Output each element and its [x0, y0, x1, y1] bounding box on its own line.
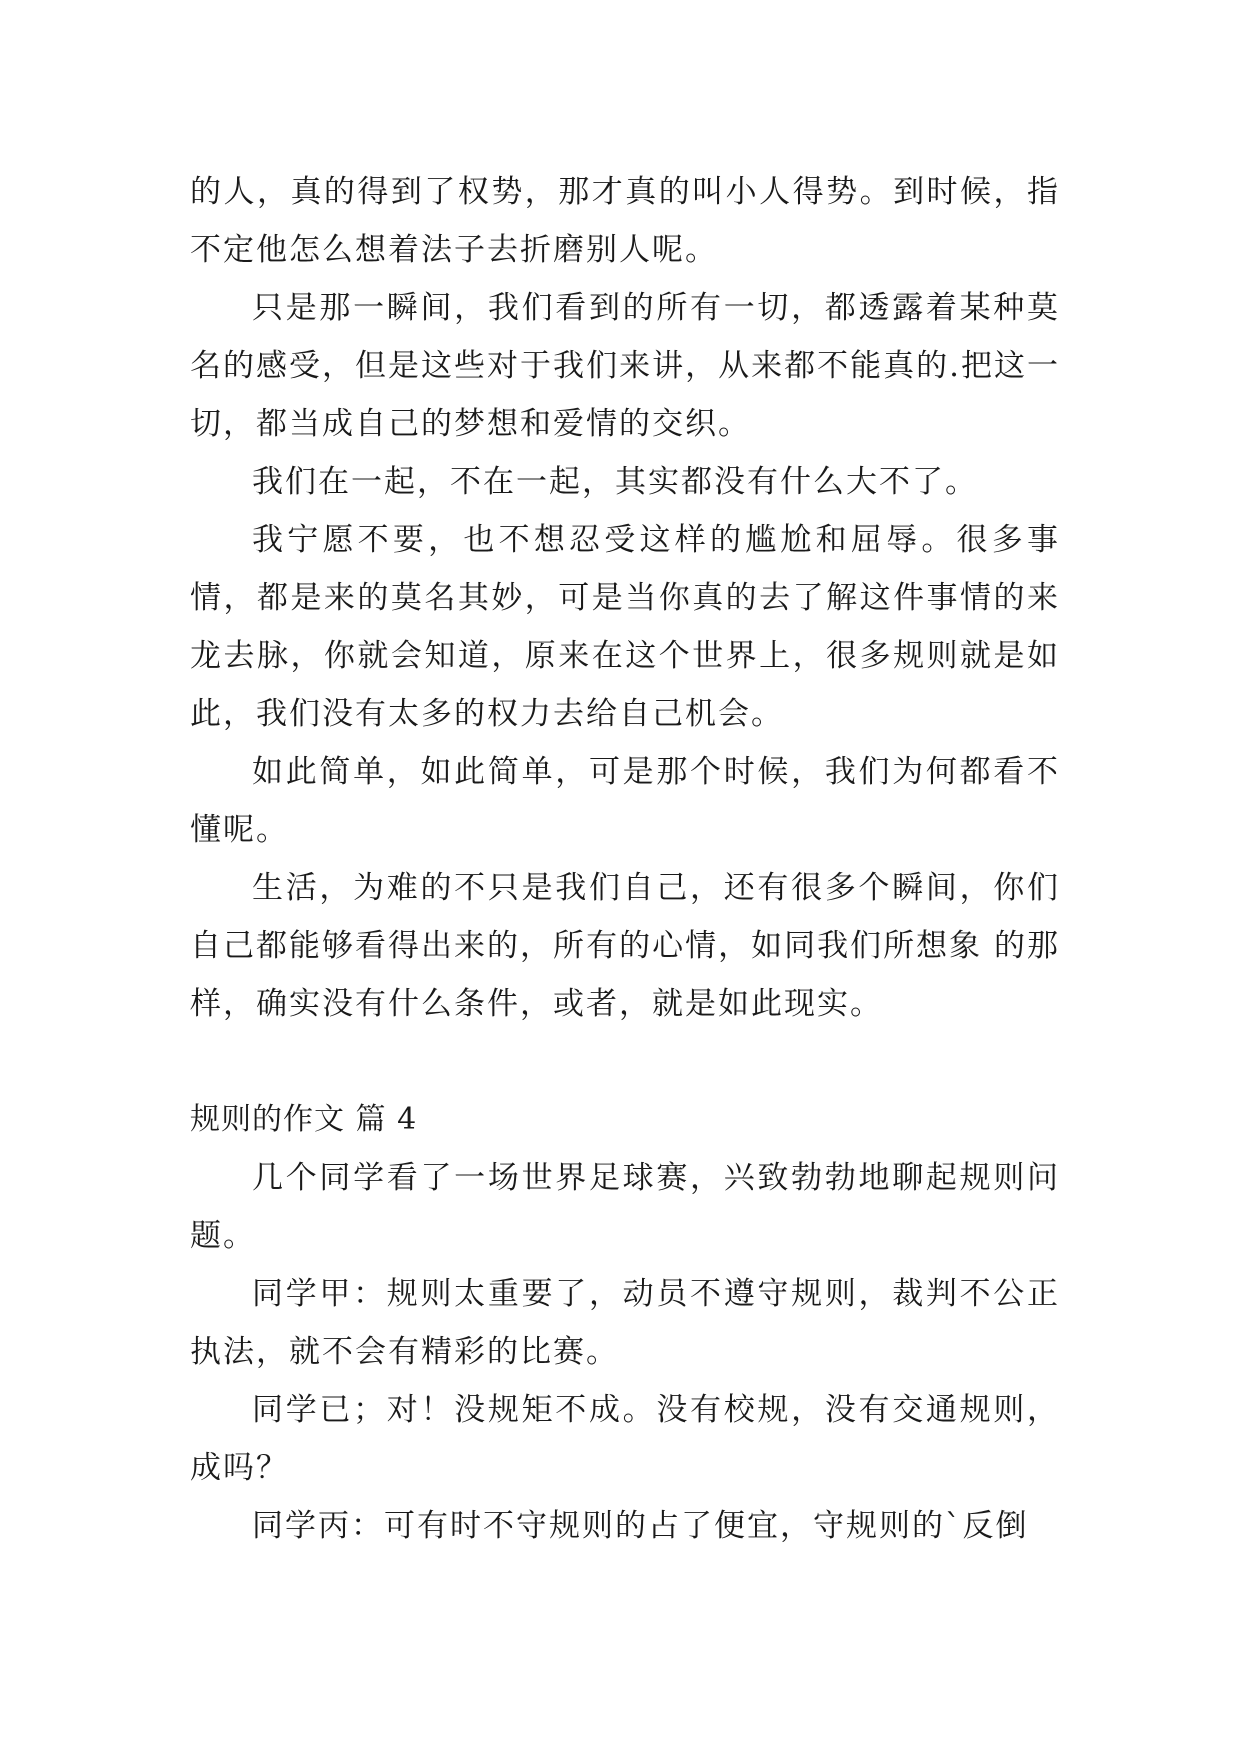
- paragraph: 同学甲：规则太重要了，动员不遵守规则，裁判不公正执法，就不会有精彩的比赛。: [190, 1276, 1060, 1370]
- section-heading: 规则的作文 篇 4: [190, 1102, 418, 1137]
- paragraph: 只是那一瞬间，我们看到的所有一切，都透露着某种莫名的感受，但是这些对于我们来讲，从来都不能真的.把这一切，都当成自己的梦想和爱情的交织。: [190, 290, 1060, 442]
- paragraph: 的人，真的得到了权势，那才真的叫小人得势。到时候，指不定他怎么想着法子去折磨别人呢。: [190, 174, 1060, 268]
- paragraph: 我宁愿不要，也不想忍受这样的尴尬和屈辱。很多事情，都是来的莫名其妙，可是当你真的去了解这件事情的来龙去脉，你就会知道，原来在这个世界上，很多规则就是如此，我们没有太多的权力去给自己机会。: [190, 522, 1060, 732]
- paragraph: 同学丙：可有时不守规则的占了便宜，守规则的`反倒: [252, 1508, 1029, 1544]
- paragraph: 如此简单，如此简单，可是那个时候，我们为何都看不懂呢。: [190, 754, 1060, 848]
- paragraph: 同学已；对！没规矩不成。没有校规，没有交通规则，成吗？: [190, 1392, 1060, 1486]
- paragraph: 生活，为难的不只是我们自己，还有很多个瞬间，你们自己都能够看得出来的，所有的心情，如同我们所想象 的那样，确实没有什么条件，或者，就是如此现实。: [190, 870, 1060, 1022]
- document-body: [190, 163, 1060, 1555]
- paragraph: 几个同学看了一场世界足球赛，兴致勃勃地聊起规则问题。: [190, 1160, 1060, 1254]
- paragraph: 我们在一起，不在一起，其实都没有什么大不了。: [252, 464, 978, 500]
